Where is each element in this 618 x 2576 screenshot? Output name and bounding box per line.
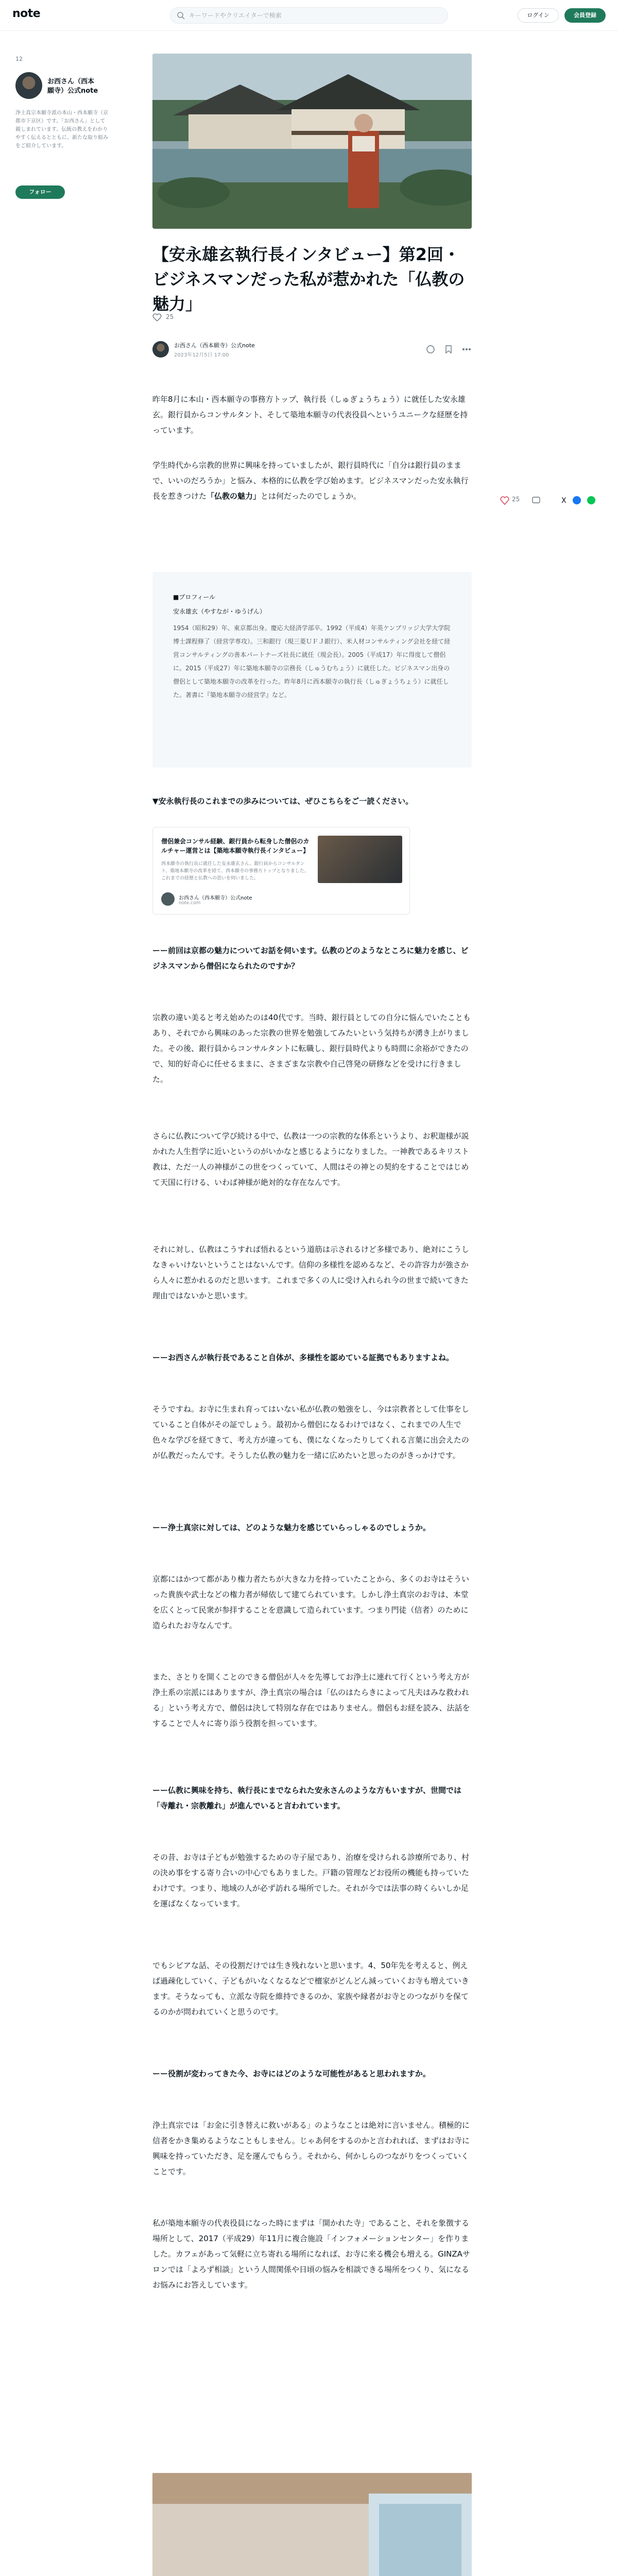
sidebar-count: 12 xyxy=(15,56,23,62)
embed-description: 西本願寺の執行長に就任した安永雄玄さん。銀行員からコンサルタント、築地本願寺の改革を経て、西本願寺の事務方トップとなりました。これまでの経歴と仏教への思いを伺いました。 xyxy=(161,861,309,881)
temple-illustration xyxy=(152,54,472,229)
author-name[interactable]: お西さん（西本願寺）公式note xyxy=(174,342,255,349)
heart-icon[interactable] xyxy=(152,313,162,321)
question-4: ーー仏教に興味を持ち、執行長にまでなられた安永さんのような方もいますが、世間では「寺離れ・宗教離れ」が進んでいると言われています。 xyxy=(152,1786,462,1810)
follow-button[interactable]: フォロー xyxy=(15,185,65,199)
intro-text-end: とは何だったのでしょうか。 xyxy=(261,492,362,501)
creator-name[interactable]: お西さん（西本願寺）公式note xyxy=(47,78,98,95)
answer-3b: また、さとりを開くことのできる僧侶が人々を先導してお浄土に連れて行くという考え方が浄土系の宗派にはありますが、浄土真宗の場合は「仏のはたらきによって凡夫はみな救われる」という考え方で、僧侶は決して特別な存在ではありません。僧侶もお経を読み、法話をすることで人々に寄り添う役割を担っています。 xyxy=(152,1672,470,1728)
intro-paragraph-1: 昨年8月に本山・西本願寺の事務方トップ、執行長（しゅぎょうちょう）に就任した安永雄玄。銀行員からコンサルタント、そして築地本願寺の代表役員へというユニークな経歴を持っています。 xyxy=(152,395,468,435)
svg-text:X: X xyxy=(561,497,566,505)
float-x-icon[interactable] xyxy=(561,497,566,505)
intro-text: 学生時代から宗教的世界に興味を持っていましたが、銀行員時代に「自分は銀行員のままで、いいのだろうか」と悩み、本格的に仏教を学び始めます。ビジネスマンだった安永執行長を惹きつけた xyxy=(152,461,469,501)
share-icon[interactable] xyxy=(427,346,434,353)
float-facebook-icon[interactable] xyxy=(573,496,581,504)
article-title: 【安永雄玄執行長インタビュー】第2回・ビジネスマンだった私が惹かれた「仏教の魅力」 xyxy=(152,245,465,314)
embed-thumbnail[interactable] xyxy=(318,836,402,883)
login-button[interactable]: ログイン xyxy=(518,8,559,23)
search-icon xyxy=(177,11,185,20)
embed-author: お西さん（西本願寺）公式note xyxy=(179,895,252,901)
embed-title[interactable]: 僧侶兼会コンサル経験、銀行員から転身した僧侶のカルチャー運営とは【築地本願寺執行長インタビュー】 xyxy=(161,838,310,854)
hero-image xyxy=(152,54,472,229)
answer-1c: それに対し、仏教はこうすれば悟れるという道筋は示されるけど多様であり、絶対にこうしなきゃいけないということはないんです。信仰の多様性を認めるなど、その許容力が強さから人々に惹かれるのだと思います。これまで多くの人に受け入れられ今の世まで続いてきた理由ではないかと思います。 xyxy=(152,1245,470,1300)
cafe-photo xyxy=(152,2473,472,2576)
answer-2: そうですね。お寺に生まれ育ってはいない私が仏教の勉強をし、今は宗教者として仕事をしていること自体がその証でしょう。最初から僧侶になるわけではなく、これまでの人生で色々な学びを経てきて、考え方が違っても、僕になくなったりしてくれる言葉に出会えたのが仏教だったんです。そうした仏教の魅力を一緒に広めたいと思ったのがきっかけです。 xyxy=(152,1404,470,1460)
cafe-illustration xyxy=(152,2473,472,2576)
search-box[interactable] xyxy=(170,7,448,24)
float-comment-icon[interactable] xyxy=(533,497,540,503)
author-avatar[interactable] xyxy=(152,341,169,358)
intro-highlight: 「仏教の魅力」 xyxy=(207,492,261,501)
floating-share-bar xyxy=(500,495,603,508)
profile-heading: ■プロフィール xyxy=(173,594,216,601)
author-row xyxy=(152,340,472,361)
float-like-count: 25 xyxy=(512,496,520,503)
embed-author-avatar xyxy=(161,892,175,906)
question-2: ーーお西さんが執行長であること自体が、多様性を認めている証拠でもありますよね。 xyxy=(152,1353,454,1362)
profile-body: 1954（昭和29）年、東京都出身。慶応大経済学部卒。1992（平成4）年英ケンブリッジ大学大学院博士課程修了（経営学専攻）。三和銀行（現三菱ＵＦＪ銀行）、米人材コンサルティング会社を経て経営コンサルティングの善本パートナーズ社長に就任（現会長）。2005（平成17）年に得度して僧侶に。2015（平成27）年に築地本願寺の宗務長（しゅうむちょう）に就任した。ビジネスマン出身の僧侶として築地本願寺の改革を行った。昨年8月に西本願寺の執行長（しゅぎょうちょう）に就任した。著書に『築地本願寺の経営学』など。 xyxy=(173,624,451,699)
creator-avatar[interactable] xyxy=(15,72,42,99)
profile-box xyxy=(152,572,472,768)
author-actions xyxy=(425,344,472,354)
intro-paragraph-2 xyxy=(152,457,472,504)
series-note: ▼安永執行長のこれまでの歩みについては、ぜひこちらをご一読ください。 xyxy=(152,796,414,806)
answer-1b: さらに仏教について学び続ける中で、仏教は一つの宗教的な体系というより、お釈迦様が説かれた人生哲学に近いというのがいかなと感じるようになりました。一神教であるキリスト教は、ただ一人の神様がこの世をつくっていて、人間はその神との契約をすることではじめて天国に行ける、いわば神様が絶対的な存在なんです。 xyxy=(152,1131,469,1187)
embedded-article-card[interactable] xyxy=(152,827,410,914)
note-logo[interactable]: note xyxy=(12,7,41,20)
answer-4a: その昔、お寺は子どもが勉強するための寺子屋であり、治療を受けられる診療所であり、村の決め事をする寄り合いの中心でもありました。戸籍の管理などお役所の機能も持っていたわけです。つまり、地域の人が必ず訪れる場所でした。それが今では法事の時くらいしか足を運ばなくなっています。 xyxy=(152,1853,470,1908)
question-1: ーー前回は京都の魅力についてお話を伺います。仏教のどのようなところに魅力を感じ、ビジネスマンから僧侶になられたのですか？ xyxy=(152,946,469,971)
answer-5b: 私が築地本願寺の代表役員になった時にまずは「開かれた寺」であること、それを象徴する場所として、2017（平成29）年11月に複合施設「インフォメーションセンター」を作りました。カフェがあって気軽に立ち寄れる場所になれば、お寺に来る機会も増える。GINZAサロンでは「よろず相談」という人間関係や日頃の悩みを相談できる場所をつくり、気になるお悩みにお答えしています。 xyxy=(152,2218,470,2290)
like-count: 25 xyxy=(166,313,174,320)
answer-3a: 京都にはかつて都があり権力者たちが大きな力を持っていたことから、多くのお寺はそういった貴族や武士などの権力者が帰依して建てられています。しかし浄土真宗のお寺は、本堂を広くとって民衆が参拝することを意識して造られています。つまり門徒（信者）のために造られたお寺なんです。 xyxy=(152,1574,470,1630)
embed-url: note.com xyxy=(179,901,201,906)
search-input[interactable] xyxy=(189,8,441,23)
creator-description: 浄土真宗本願寺派の本山・西本願寺（京都市下京区）です。「お西さん」として親しまれています。伝統の教えをわかりやすく伝えるとともに、新たな取り組みをご紹介しています。 xyxy=(15,110,108,149)
top-navigation-bar xyxy=(0,0,618,31)
answer-1a: 宗教の違い美ると考え始めたのは40代です。当時、銀行員としての自分に悩んでいたこともあり、それでから興味のあった宗教の世界を勉強してみたいという気持ちが湧き上がりました。その後、銀行員からコンサルタントに転職し、銀行員時代よりも時間に余裕ができたので、知的好奇心に任せるままに、さまざまな宗教や自己啓発の研修などを受けに行きました。 xyxy=(152,1013,471,1084)
publish-date: 2023年12月5日 17:00 xyxy=(174,352,229,358)
bookmark-icon[interactable] xyxy=(446,346,451,353)
float-line-icon[interactable] xyxy=(587,496,595,504)
answer-4b: でもシビアな話、その役割だけでは生き残れないと思います。4、50年先を考えると、例えば過疎化していく、子どもがいなくなるなどで檀家がどんどん減っていくお寺も増えていきます。そうなっても、立派な寺院を維持できるのか、家族や縁者がお寺とのつながりを保てるのかが問われていくと思うのです。 xyxy=(152,1961,469,2016)
profile-name: 安永雄玄（やすなが・ゆうげん） xyxy=(173,608,266,615)
question-5: ーー役割が変わってきた今、お寺にはどのような可能性があると思われますか。 xyxy=(152,2069,431,2078)
more-icon[interactable] xyxy=(462,348,471,350)
question-3: ーー浄土真宗に対しては、どのような魅力を感じていらっしゃるのでしょうか。 xyxy=(152,1523,431,1532)
float-heart-icon[interactable] xyxy=(501,497,509,504)
signup-button[interactable]: 会員登録 xyxy=(564,8,606,23)
answer-5a: 浄土真宗では「お金に引き替えに救いがある」のようなことは絶対に言いません。積極的に信者をかき集めるようなこともしません。じゃあ何をするのかと言われれば、まずはお寺に興味を持っていただき、足を運んでもらう。それから、何かしらのつながりをつくっていくことです。 xyxy=(152,2121,470,2176)
